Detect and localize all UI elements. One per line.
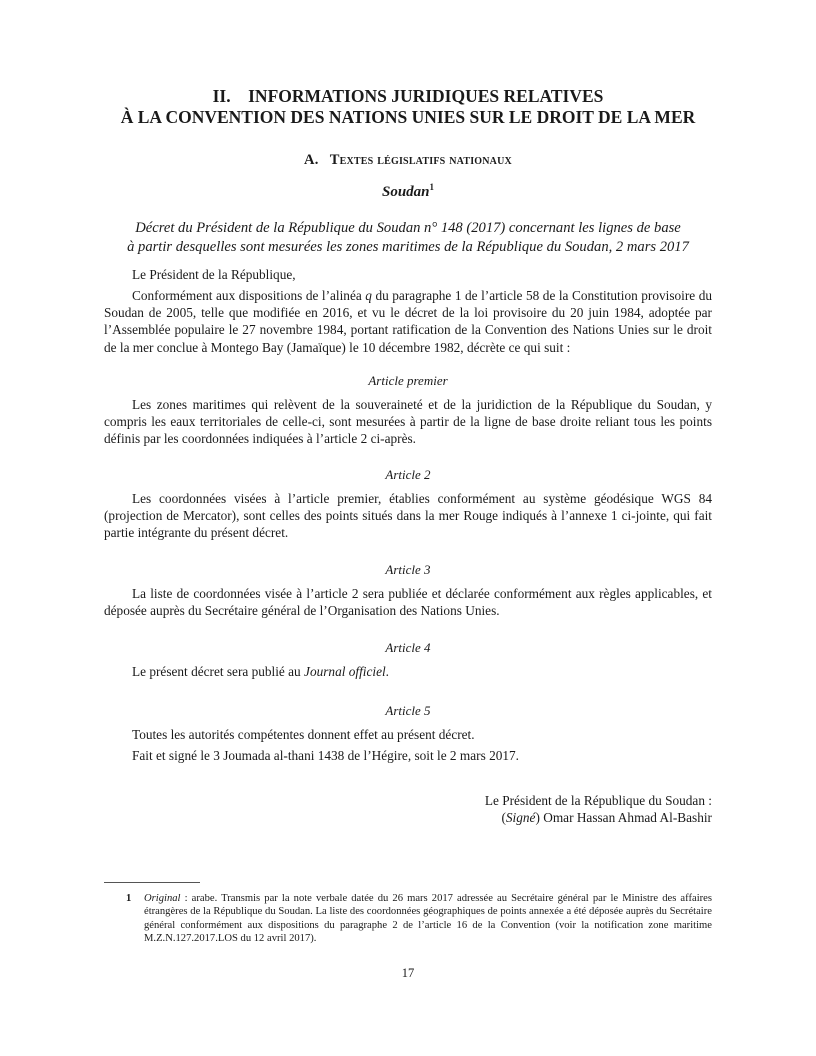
- decree-title-line2: à partir desquelles sont mesurées les zones maritimes de la République du Soudan, 2 mars 2017: [127, 239, 689, 255]
- signature-block: [104, 792, 712, 826]
- article-heading: Article 2: [385, 467, 431, 482]
- decree-title-line1: Décret du Président de la République du Soudan n° 148 (2017) concernant les lignes de base: [135, 220, 681, 236]
- article-text: Toutes les autorités compétentes donnent effet au présent décret.: [132, 727, 475, 742]
- footnote-number: 1: [126, 893, 132, 904]
- signature-title: Le Président de la République du Soudan :: [484, 793, 712, 808]
- page-number: 17: [401, 966, 415, 980]
- signed-label: Signé: [505, 810, 536, 826]
- preamble-paragraph: Conformément aux dispositions de l’alinéa q du paragraphe 1 de l’article 58 de la Constitution provisoire du Soudan de 2005, telle que modifiée en 2016, et vu le décret de la loi provisoire du 20 juin 1984, adoptée par l’Assemblée populaire le 27 novembre 1984, portant ratification de la Convention des Nations Unies sur le droit de la mer conclue à Montego Bay (Jamaïque) le 10 décembre 1982, décrète ce qui suit :: [104, 288, 712, 355]
- article-text: Le présent décret sera publié au Journal officiel.: [132, 664, 389, 679]
- footnote: [104, 892, 712, 946]
- footnote-reference: 1: [429, 182, 435, 192]
- footnote-separator: [104, 882, 200, 883]
- article-heading: Article 3: [385, 562, 431, 577]
- country-name: Soudan: [381, 184, 430, 200]
- article-heading: Article 5: [385, 703, 431, 718]
- section-heading: A. Textes législatifs nationaux: [304, 152, 512, 168]
- chapter-heading-line2: À LA CONVENTION DES NATIONS UNIES SUR LE DROIT DE LA MER: [120, 107, 696, 127]
- article-heading: Article premier: [368, 373, 448, 388]
- article-heading: Article 4: [385, 640, 431, 655]
- chapter-heading: [104, 86, 712, 128]
- country-title: [104, 184, 712, 201]
- done-at-paragraph: Fait et signé le 3 Joumada al-thani 1438 de l’Hégire, soit le 2 mars 2017.: [132, 748, 519, 763]
- intro-paragraph: Le Président de la République,: [132, 267, 296, 282]
- chapter-heading-line1: II. INFORMATIONS JURIDIQUES RELATIVES: [212, 86, 604, 106]
- decree-title: [104, 219, 712, 257]
- article-text: Les zones maritimes qui relèvent de la souveraineté et de la juridiction de la République du Soudan, y compris les eaux territoriales de celle-ci, sont mesurées à partir de la ligne de base droite reliant tous les points définis par les coordonnées indiquées à l’article 2 ci-après.: [104, 397, 712, 447]
- journal-officiel: Journal officiel: [304, 664, 386, 679]
- article-text: La liste de coordonnées visée à l’article 2 sera publiée et déclarée conformément aux règles applicables, et déposée auprès du Secrétaire général de l’Organisation des Nations Unies.: [104, 586, 712, 619]
- document-page: [104, 0, 712, 1056]
- footnote-original-label: Original: [144, 893, 181, 904]
- signature-name-line: (Signé) Omar Hassan Ahmad Al-Bashir: [501, 810, 712, 826]
- signatory-name: Omar Hassan Ahmad Al-Bashir: [543, 810, 712, 826]
- footnote-text: Original : arabe. Transmis par la note verbale datée du 26 mars 2017 adressée au Secrétaire général par le Ministre des affaires étrangères de la République du Soudan. La liste des coordonnées géographiques de points annexée a été déposée auprès du Secrétaire général conformément aux dispositions du paragraphe 2 de l’article 16 de la Convention (voir la notification zone maritime M.Z.N.127.2017.LOS du 12 avril 2017).: [144, 893, 712, 945]
- article-text: Les coordonnées visées à l’article premier, établies conformément au système géodésique WGS 84 (projection de Mercator), sont celles des points situés dans la mer Rouge indiqués à l’annexe 1 ci-jointe, qui fait partie intégrante du présent décret.: [104, 491, 712, 541]
